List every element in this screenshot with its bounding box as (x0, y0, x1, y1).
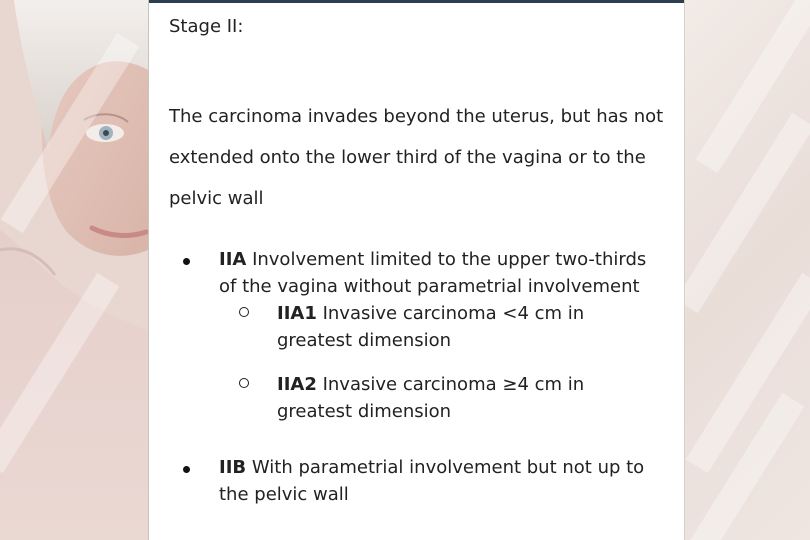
circle-bullet-icon (239, 307, 249, 317)
intro-paragraph: The carcinoma invades beyond the uterus, but has not extended onto the lower third of the vagina or to the pelvic wall (169, 106, 664, 209)
bullet-code: IIB (219, 457, 247, 478)
bullet-item-iib (183, 454, 653, 508)
bullet-icon (183, 258, 190, 265)
bullet-text: Involvement limited to the upper two-thirds of the vagina without parametrial involvement (219, 249, 647, 297)
sub-item-iia2 (237, 371, 657, 425)
portrait-image (0, 0, 148, 540)
background-pattern-right (685, 0, 810, 540)
circle-bullet-icon (239, 378, 249, 388)
bullet-icon (183, 466, 190, 473)
slide-content (148, 0, 685, 540)
bullet-text: With parametrial involvement but not up to the pelvic wall (219, 457, 645, 505)
background-photo-left (0, 0, 148, 540)
sub-text: Invasive carcinoma ≥4 cm in greatest dimension (277, 374, 585, 422)
sub-code: IIA2 (277, 374, 317, 395)
sub-text: Invasive carcinoma <4 cm in greatest dimension (277, 303, 585, 351)
sub-item-iia1 (237, 300, 657, 354)
bullet-item-iia (183, 246, 653, 300)
stage-title: Stage II: (169, 16, 244, 37)
bullet-code: IIA (219, 249, 247, 270)
sub-code: IIA1 (277, 303, 317, 324)
slide-top-bar (149, 0, 684, 3)
